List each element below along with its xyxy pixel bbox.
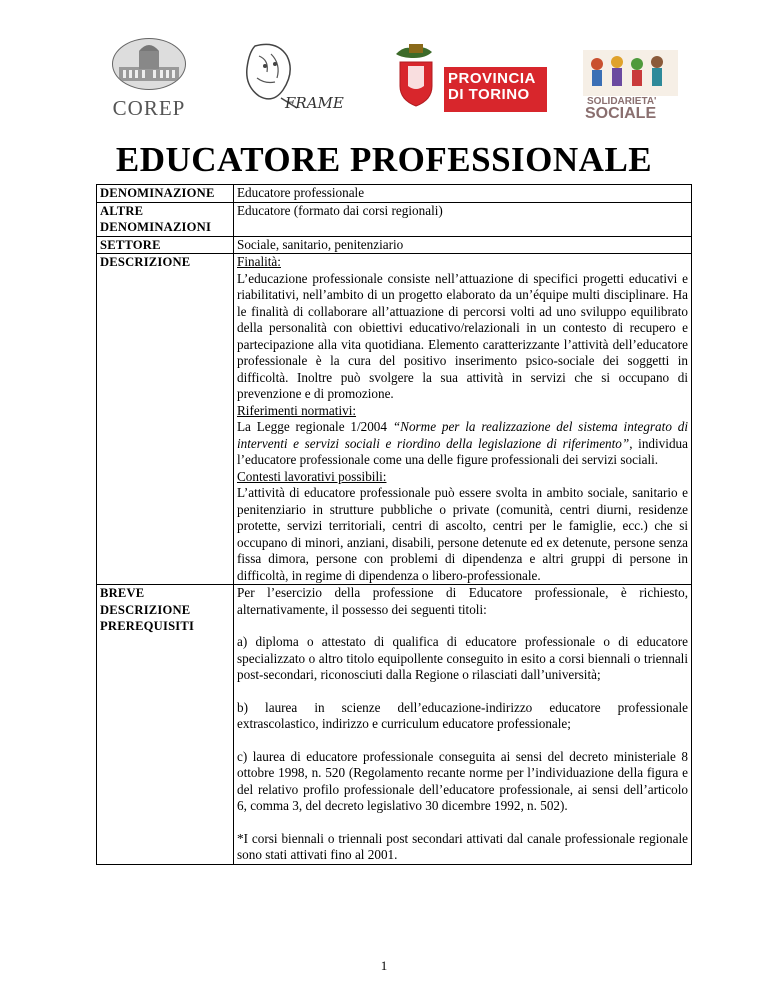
value-denominazione: Educatore professionale xyxy=(234,185,692,203)
corep-building-icon xyxy=(112,38,186,90)
value-altre-denominazioni: Educatore (formato dai corsi regionali) xyxy=(234,202,692,236)
label-denominazione: DENOMINAZIONE xyxy=(97,185,234,203)
sociale-text: SOCIALE xyxy=(585,105,657,122)
corep-logo xyxy=(104,36,194,124)
riferimenti-post: , individua l’educatore professionale come una delle figure professionali dei servizi sociali. xyxy=(237,435,688,467)
finalita-heading: Finalità: xyxy=(237,254,281,269)
prerequisiti-item-b: b) laurea in scienze dell’educazione-indirizzo educatore professionale extrascolastico, indirizzo e curriculum educatore professionale; xyxy=(237,699,688,731)
row-prerequisiti xyxy=(97,585,692,865)
prerequisiti-intro: Per l’esercizio della professione di Educatore professionale, è richiesto, alternativamente, il possesso dei seguenti titoli: xyxy=(237,585,688,617)
value-descrizione xyxy=(234,254,692,585)
value-settore: Sociale, sanitario, penitenziario xyxy=(234,236,692,254)
frame-logo xyxy=(237,38,345,120)
riferimenti-text xyxy=(237,419,688,469)
riferimenti-law-title: “Norme per la realizzazione del sistema integrato di interventi e servizi sociali e riordino della legislazione di riferimento” xyxy=(237,419,688,451)
solidarieta-sociale-logo xyxy=(583,50,678,120)
page-title: EDUCATORE PROFESSIONALE xyxy=(115,140,653,179)
logo-strip xyxy=(0,36,768,126)
corep-logo-text: COREP xyxy=(112,96,186,120)
prerequisiti-item-c: c) laurea di educatore professionale conseguita ai sensi del decreto ministeriale 8 ottobre 1998, n. 520 (Regolamento recante norme per l’individuazione della figura e del relativo profilo professionale dell’educatore professionale, ai sensi dell’articolo 6, comma 3, del decreto legislativo 30 dicembre 1992, n. 502). xyxy=(237,748,688,813)
label-settore: SETTORE xyxy=(97,236,234,254)
finalita-text: L’educazione professionale consiste nell’attuazione di specifici progetti educativi e riabilitativi, nell’ambito di un progetto elaborato da un’équipe multi disciplinare. Ha le finalità di collaborare all’attuazione di percorsi volti ad uno sviluppo equilibrato della personalità con obiettivi educativo/relazionali in un contesto di recupero e partecipazione alla vita quotidiana. Elemento caratterizzante l’attività dell’educatore professionale è la cura del positivo inserimento psico-sociale dei soggetti in difficoltà. Inoltre può svolgere la sua attività in servizi che si occupano di prevenzione e di promozione. xyxy=(237,270,688,401)
solidarieta-text: SOLIDARIETA' xyxy=(587,96,657,107)
contesti-heading: Contesti lavorativi possibili: xyxy=(237,468,387,484)
label-altre-denominazioni: ALTRE DENOMINAZIONI xyxy=(97,202,234,236)
frame-logo-text: FRAME xyxy=(285,94,344,112)
riferimenti-pre: La Legge regionale 1/2004 xyxy=(237,419,393,434)
prerequisiti-note: *I corsi biennali o triennali post secondari attivati dal canale professionale regionale sono stati attivati fino al 2001. xyxy=(237,830,688,862)
prerequisiti-item-a: a) diploma o attestato di qualifica di educatore professionale o di educatore specializzato o altro titolo equipollente conseguito in esito a corsi biennali o triennali post-secondari, riconosciuti dalla Regione o rilasciati dall’università; xyxy=(237,634,688,682)
value-prerequisiti xyxy=(234,585,692,865)
provincia-di-torino-logo xyxy=(392,40,548,140)
riferimenti-heading: Riferimenti normativi: xyxy=(237,402,357,418)
label-descrizione: DESCRIZIONE xyxy=(97,254,234,585)
label-prerequisiti: BREVE DESCRIZIONE PREREQUISITI xyxy=(97,585,234,865)
provincia-line1: PROVINCIA xyxy=(448,70,536,87)
page-number: 1 xyxy=(380,958,388,973)
provincia-line2: DI TORINO xyxy=(448,86,530,103)
contesti-text: L’attività di educatore professionale può essere svolta in ambito sociale, sanitario e penitenziario in strutture pubbliche o private (comunità, centri diurni, residenze protette, servizi territoriali, centri di ascolto, centri per le famiglie, ecc.) che si occupano di minori, anziani, disabili, persone detenute ed ex detenute, persone senza fissa dimora, persone con problemi di dipendenza e altri gruppi di persone in difficoltà, in regime di dipendenza o libero-professionale. xyxy=(237,485,688,583)
profile-table xyxy=(96,184,692,865)
row-denominazione xyxy=(97,185,692,203)
row-descrizione xyxy=(97,254,692,585)
row-settore xyxy=(97,236,692,254)
row-altre-denominazioni xyxy=(97,202,692,236)
